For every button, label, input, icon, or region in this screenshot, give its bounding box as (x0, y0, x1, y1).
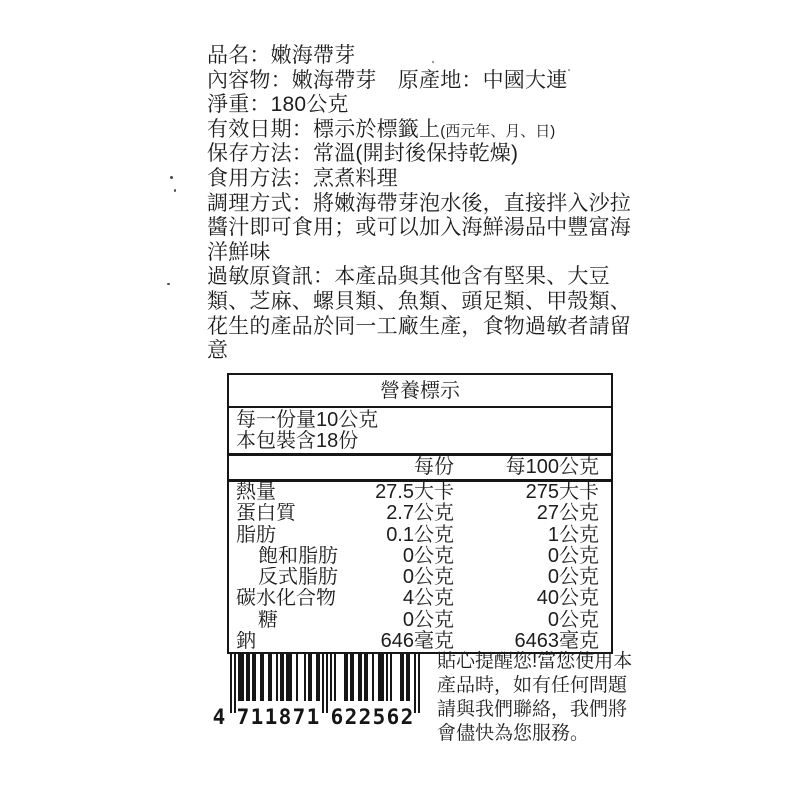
svg-text:4: 4 (212, 705, 226, 729)
preparation-text-2: 醬汁即可食用；或可以加入海鮮湯品中豐富海 (207, 216, 631, 240)
nutrient-name: 反式脂肪 (258, 567, 338, 589)
preparation-text-3: 洋鮮味 (207, 240, 271, 264)
notice-line-2: 產品時，如有任何問題 (437, 675, 628, 696)
nutrition-row-trans-fat (229, 567, 611, 588)
servings-per-pack-text: 本包裝含18份 (236, 429, 359, 452)
storage-line (207, 142, 647, 167)
nutrient-name: 糖 (258, 609, 278, 631)
svg-text:8: 8 (278, 705, 292, 729)
svg-text:6: 6 (386, 705, 400, 729)
nutrition-table (227, 373, 613, 654)
svg-text:5: 5 (372, 705, 386, 729)
expiry-date-format-text: (西元年、月、日) (440, 122, 556, 140)
preparation-text-1: 調理方式：將嫩海帶芽泡水後，直接拌入沙拉 (207, 191, 631, 215)
per-serving-header: 每份 (414, 456, 454, 478)
allergen-line-2 (207, 290, 647, 315)
per-100g-value: 6463毫克 (514, 630, 599, 653)
notice-line-1: 貼心提醒您!當您使用本 (437, 651, 633, 672)
per-100g-header: 每100公克 (505, 456, 599, 478)
per-100g-value: 0公克 (547, 608, 599, 631)
nutrition-table-title: 營養標示 (229, 375, 611, 408)
nutrient-name: 鈉 (236, 631, 256, 653)
nutrition-column-headers (229, 456, 611, 482)
per-100g-value: 1公克 (547, 523, 599, 546)
allergen-text-4: 意 (207, 339, 229, 363)
barcode-bars (208, 651, 428, 729)
nutrient-name: 碳水化合物 (236, 588, 336, 610)
scan-noise-speck (167, 283, 170, 285)
per-serving-value: 2.7公克 (386, 502, 454, 525)
scan-noise-speck (568, 69, 570, 71)
scan-noise-speck (170, 176, 173, 179)
notice-line-4: 會儘快為您服務。 (437, 723, 590, 744)
scan-noise-speck (174, 189, 176, 192)
contents-origin-text: 內容物：嫩海帶芽 原產地：中國大連 (207, 68, 568, 92)
per-serving-value: 27.5大卡 (375, 481, 454, 503)
per-serving-value: 0公克 (402, 608, 454, 631)
scan-noise-speck (432, 61, 434, 63)
per-serving-value: 0公克 (402, 566, 454, 589)
nutrition-row-calories (229, 482, 611, 503)
serving-size-text: 每一份量10公克 (236, 409, 379, 431)
preparation-line-1 (207, 192, 647, 217)
allergen-text-3: 花生的產品於同一工廠生產，食物過敏者請留 (207, 314, 631, 338)
net-weight-text: 淨重：180公克 (207, 93, 349, 117)
svg-text:2: 2 (400, 705, 414, 729)
allergen-line-4 (207, 339, 647, 364)
svg-text:6: 6 (330, 705, 344, 729)
svg-text:2: 2 (358, 705, 372, 729)
nutrient-name: 飽和脂肪 (258, 545, 338, 567)
nutrient-name: 熱量 (236, 482, 276, 503)
svg-text:1: 1 (250, 705, 264, 729)
per-100g-value: 0公克 (547, 544, 599, 567)
expiry-text: 有效日期：標示於標籤上 (207, 117, 441, 141)
net-weight-line (207, 93, 647, 118)
product-name-text: 品名：嫩海帶芽 (207, 44, 356, 67)
svg-text:2: 2 (344, 705, 358, 729)
nutrition-row-sugar (229, 610, 611, 631)
preparation-line-3 (207, 241, 647, 266)
nutrition-row-saturated-fat (229, 546, 611, 567)
per-100g-value: 275大卡 (525, 481, 599, 503)
usage-text: 食用方法：烹煮料理 (207, 166, 398, 190)
product-name-line (207, 44, 647, 69)
storage-text: 保存方法：常溫(開封後保持乾燥) (207, 142, 519, 166)
allergen-line-1 (207, 265, 647, 290)
notice-line-3: 請與我們聯絡，我們將 (437, 699, 628, 720)
allergen-text-2: 類、芝麻、螺貝類、魚類、頭足類、甲殼類、 (207, 289, 631, 313)
nutrition-row-fat (229, 525, 611, 546)
nutrition-row-protein (229, 503, 611, 524)
nutrition-row-carbohydrate (229, 588, 611, 609)
svg-text:1: 1 (264, 705, 278, 729)
expiry-line (207, 118, 647, 143)
nutrient-name: 脂肪 (236, 524, 276, 546)
contents-origin-line (207, 69, 647, 94)
nutrient-name: 蛋白質 (236, 503, 296, 525)
customer-notice (437, 650, 642, 746)
per-serving-value: 0.1公克 (386, 523, 454, 546)
per-serving-value: 646毫克 (380, 630, 454, 653)
allergen-line-3 (207, 315, 647, 340)
preparation-line-2 (207, 216, 647, 241)
per-100g-value: 27公克 (536, 502, 599, 525)
ean13-barcode (208, 651, 428, 729)
svg-text:7: 7 (236, 705, 250, 729)
usage-line (207, 167, 647, 192)
per-100g-value: 40公克 (536, 587, 599, 610)
per-serving-value: 0公克 (402, 544, 454, 567)
svg-text:1: 1 (306, 705, 320, 729)
serving-info (229, 408, 611, 456)
per-100g-value: 0公克 (547, 566, 599, 589)
allergen-text-1: 過敏原資訊：本產品與其他含有堅果、大豆 (207, 265, 610, 289)
svg-text:7: 7 (292, 705, 306, 729)
per-serving-value: 4公克 (402, 587, 454, 610)
product-info-block (207, 44, 647, 364)
